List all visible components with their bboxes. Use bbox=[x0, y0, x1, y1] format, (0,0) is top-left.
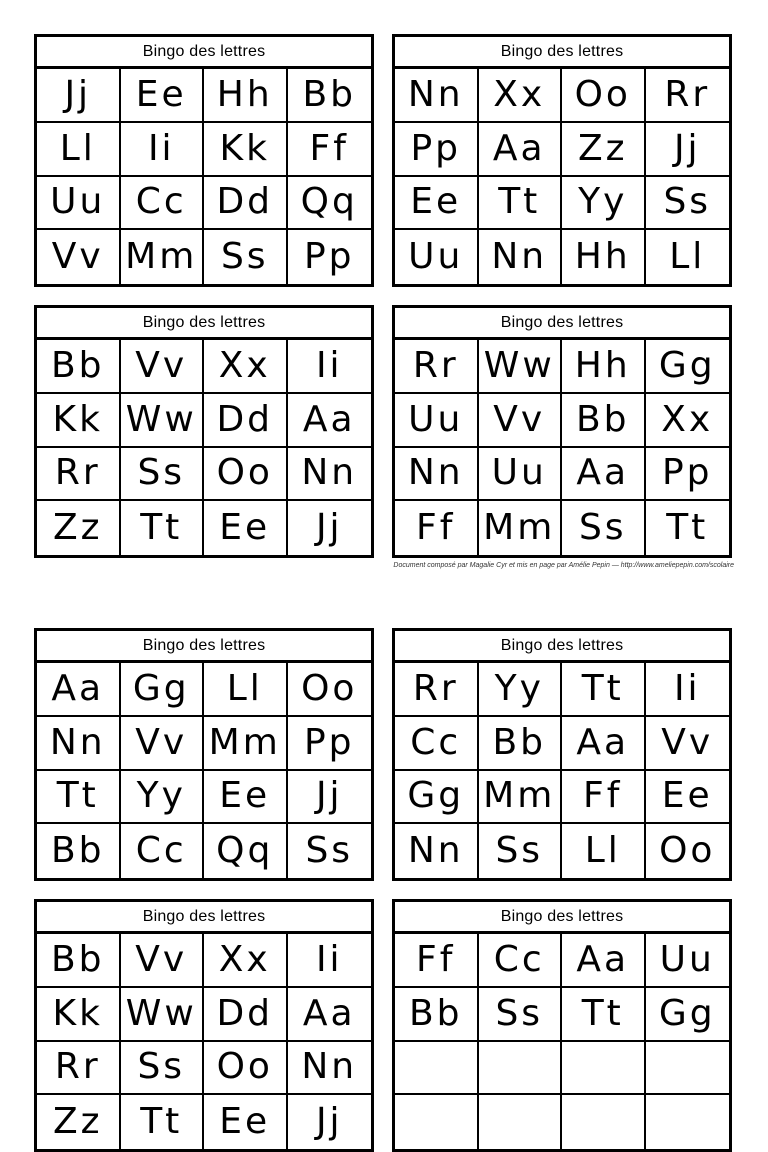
letter-cell: Cc bbox=[121, 824, 205, 878]
letter-cell: Tt bbox=[121, 501, 205, 555]
letter-cell: Ss bbox=[646, 177, 730, 231]
letter-cell: Gg bbox=[646, 340, 730, 394]
letter-cell: Ss bbox=[479, 988, 563, 1042]
letter-cell bbox=[562, 1042, 646, 1096]
bingo-card-5 bbox=[34, 628, 374, 881]
letter-cell: Nn bbox=[288, 1042, 372, 1096]
bingo-card-3 bbox=[34, 305, 374, 558]
letter-cell: Xx bbox=[204, 934, 288, 988]
letter-cell: Oo bbox=[288, 663, 372, 717]
letter-cell: Aa bbox=[288, 394, 372, 448]
letter-cell: Vv bbox=[121, 340, 205, 394]
letter-cell: Ss bbox=[479, 824, 563, 878]
letter-cell: Aa bbox=[562, 934, 646, 988]
letter-cell bbox=[395, 1095, 479, 1149]
letter-cell: Ff bbox=[395, 501, 479, 555]
letter-cell: Xx bbox=[204, 340, 288, 394]
letter-cell: Jj bbox=[315, 1101, 343, 1143]
letter-cell: Tt bbox=[479, 177, 563, 231]
letter-cell: Rr bbox=[395, 663, 479, 717]
letter-cell: Mm bbox=[479, 501, 563, 555]
letter-cell: Yy bbox=[562, 177, 646, 231]
letter-cell: Hh bbox=[562, 230, 646, 284]
letter-cell: Oo bbox=[659, 830, 716, 872]
letter-grid bbox=[395, 934, 729, 1149]
letter-cell: Tt bbox=[666, 507, 709, 549]
letter-cell: Uu bbox=[646, 934, 730, 988]
bingo-card-6 bbox=[392, 628, 732, 881]
letter-cell: Zz bbox=[562, 123, 646, 177]
letter-cell: Uu bbox=[395, 394, 479, 448]
letter-cell: Ii bbox=[646, 663, 730, 717]
letter-cell: Aa bbox=[288, 988, 372, 1042]
letter-cell: Ll bbox=[37, 123, 121, 177]
letter-cell: Bb bbox=[395, 988, 479, 1042]
card-title: Bingo des lettres bbox=[37, 631, 371, 663]
document-credit: Document composé par Magalie Cyr et mis en page par Amélie Pepin — http://www.ameliepepin.com/scolaire bbox=[393, 562, 734, 569]
letter-cell: Ii bbox=[288, 934, 372, 988]
letter-grid bbox=[395, 663, 729, 878]
letter-cell bbox=[479, 1042, 563, 1096]
bingo-card-2 bbox=[392, 34, 732, 287]
letter-cell: Aa bbox=[37, 663, 121, 717]
letter-cell: Uu bbox=[37, 177, 121, 231]
letter-cell: Rr bbox=[37, 1042, 121, 1096]
letter-cell: Nn bbox=[37, 717, 121, 771]
letter-cell: Aa bbox=[562, 448, 646, 502]
letter-cell: Vv bbox=[121, 934, 205, 988]
letter-cell: Rr bbox=[646, 69, 730, 123]
letter-cell: Ii bbox=[288, 340, 372, 394]
letter-cell: Ww bbox=[121, 988, 205, 1042]
letter-cell: Nn bbox=[395, 69, 479, 123]
letter-grid bbox=[37, 663, 371, 878]
letter-cell: Bb bbox=[479, 717, 563, 771]
letter-cell: Ww bbox=[121, 394, 205, 448]
letter-cell: Kk bbox=[204, 123, 288, 177]
letter-grid bbox=[395, 69, 729, 284]
letter-cell: Mm bbox=[121, 230, 205, 284]
letter-cell: Pp bbox=[303, 236, 355, 278]
letter-cell: Zz bbox=[37, 501, 121, 555]
letter-grid bbox=[37, 340, 371, 555]
bingo-card-4 bbox=[392, 305, 732, 558]
letter-cell bbox=[479, 1095, 563, 1149]
letter-cell: Uu bbox=[479, 448, 563, 502]
letter-cell: Jj bbox=[288, 771, 372, 825]
letter-cell: Oo bbox=[562, 69, 646, 123]
letter-cell: Qq bbox=[288, 177, 372, 231]
letter-cell: Ee bbox=[204, 1095, 288, 1149]
letter-cell: Cc bbox=[121, 177, 205, 231]
letter-cell: Bb bbox=[562, 394, 646, 448]
letter-cell: Ee bbox=[646, 771, 730, 825]
letter-cell: Aa bbox=[479, 123, 563, 177]
letter-cell: Nn bbox=[395, 448, 479, 502]
bingo-card-8 bbox=[392, 899, 732, 1152]
letter-cell: Ii bbox=[121, 123, 205, 177]
letter-cell: Mm bbox=[479, 771, 563, 825]
letter-cell: Ee bbox=[121, 69, 205, 123]
bingo-card-1 bbox=[34, 34, 374, 287]
letter-cell: Nn bbox=[395, 824, 479, 878]
letter-cell: Pp bbox=[395, 123, 479, 177]
letter-cell: Qq bbox=[204, 824, 288, 878]
letter-cell: Gg bbox=[646, 988, 730, 1042]
letter-cell: Bb bbox=[37, 934, 121, 988]
card-title: Bingo des lettres bbox=[37, 308, 371, 340]
letter-cell: Tt bbox=[562, 988, 646, 1042]
letter-cell: Rr bbox=[37, 448, 121, 502]
card-title: Bingo des lettres bbox=[395, 37, 729, 69]
letter-grid bbox=[37, 69, 371, 284]
letter-cell: Kk bbox=[37, 394, 121, 448]
letter-cell: Bb bbox=[37, 824, 121, 878]
letter-cell bbox=[646, 1095, 730, 1149]
letter-cell: Jj bbox=[315, 507, 343, 549]
letter-cell: Bb bbox=[37, 340, 121, 394]
letter-cell: Oo bbox=[204, 1042, 288, 1096]
card-title: Bingo des lettres bbox=[395, 308, 729, 340]
letter-cell: Xx bbox=[479, 69, 563, 123]
letter-cell: Tt bbox=[37, 771, 121, 825]
letter-cell: Ss bbox=[305, 830, 354, 872]
letter-cell: Yy bbox=[121, 771, 205, 825]
letter-cell bbox=[395, 1042, 479, 1096]
card-title: Bingo des lettres bbox=[37, 37, 371, 69]
letter-cell: Vv bbox=[479, 394, 563, 448]
letter-cell: Ee bbox=[204, 501, 288, 555]
letter-cell: Cc bbox=[395, 717, 479, 771]
letter-cell: Jj bbox=[646, 123, 730, 177]
letter-cell: Aa bbox=[562, 717, 646, 771]
letter-grid bbox=[37, 934, 371, 1149]
letter-cell: Bb bbox=[288, 69, 372, 123]
letter-cell: Pp bbox=[646, 448, 730, 502]
letter-cell: Ee bbox=[204, 771, 288, 825]
card-title: Bingo des lettres bbox=[395, 631, 729, 663]
letter-cell: Oo bbox=[204, 448, 288, 502]
letter-grid bbox=[395, 340, 729, 555]
letter-cell: Jj bbox=[37, 69, 121, 123]
letter-cell: Ss bbox=[121, 1042, 205, 1096]
letter-cell: Nn bbox=[288, 448, 372, 502]
letter-cell: Mm bbox=[204, 717, 288, 771]
letter-cell: Hh bbox=[204, 69, 288, 123]
card-title: Bingo des lettres bbox=[37, 902, 371, 934]
letter-cell: Dd bbox=[204, 177, 288, 231]
letter-cell: Ff bbox=[562, 771, 646, 825]
card-title: Bingo des lettres bbox=[395, 902, 729, 934]
letter-cell: Ff bbox=[288, 123, 372, 177]
letter-cell: Dd bbox=[204, 394, 288, 448]
letter-cell: Ee bbox=[395, 177, 479, 231]
letter-cell: Gg bbox=[395, 771, 479, 825]
letter-cell: Nn bbox=[479, 230, 563, 284]
letter-cell: Kk bbox=[37, 988, 121, 1042]
letter-cell: Ll bbox=[204, 663, 288, 717]
letter-cell: Vv bbox=[37, 230, 121, 284]
letter-cell bbox=[646, 1042, 730, 1096]
letter-cell: Zz bbox=[37, 1095, 121, 1149]
letter-cell: Ll bbox=[562, 824, 646, 878]
letter-cell: Tt bbox=[562, 663, 646, 717]
bingo-card-7 bbox=[34, 899, 374, 1152]
letter-cell: Hh bbox=[562, 340, 646, 394]
letter-cell: Yy bbox=[479, 663, 563, 717]
letter-cell: Xx bbox=[646, 394, 730, 448]
letter-cell bbox=[562, 1095, 646, 1149]
letter-cell: Ll bbox=[669, 236, 706, 278]
letter-cell: Cc bbox=[479, 934, 563, 988]
letter-cell: Pp bbox=[288, 717, 372, 771]
letter-cell: Vv bbox=[646, 717, 730, 771]
letter-cell: Rr bbox=[395, 340, 479, 394]
letter-cell: Ss bbox=[121, 448, 205, 502]
letter-cell: Tt bbox=[121, 1095, 205, 1149]
letter-cell: Gg bbox=[121, 663, 205, 717]
letter-cell: Ff bbox=[395, 934, 479, 988]
letter-cell: Uu bbox=[395, 230, 479, 284]
letter-cell: Ss bbox=[562, 501, 646, 555]
letter-cell: Ww bbox=[479, 340, 563, 394]
letter-cell: Ss bbox=[204, 230, 288, 284]
letter-cell: Dd bbox=[204, 988, 288, 1042]
letter-cell: Vv bbox=[121, 717, 205, 771]
